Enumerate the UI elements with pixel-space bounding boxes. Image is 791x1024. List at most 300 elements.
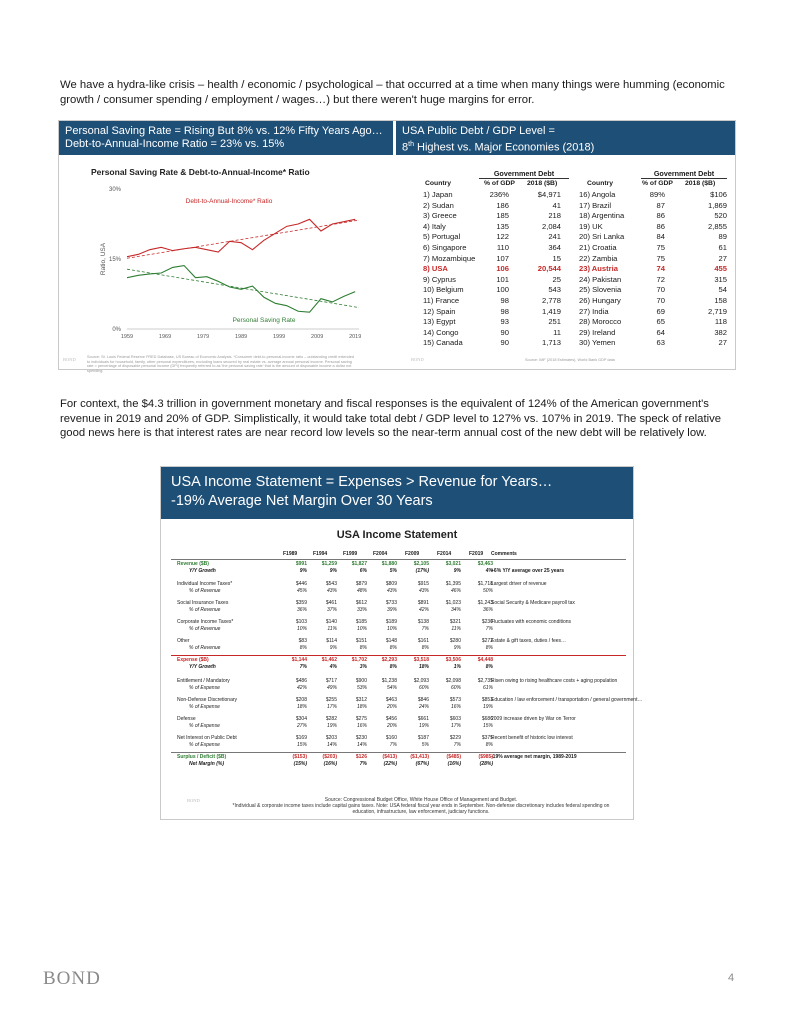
saving-rate-header [59, 121, 393, 155]
debt-usd: 364 [548, 243, 561, 252]
income-cell: 14% [326, 742, 337, 748]
income-row-label: Y/Y Growth [189, 664, 216, 670]
income-cell: $359 [295, 600, 307, 606]
income-row-label: Net Margin (%) [189, 761, 224, 767]
debt-usd: 1,419 [541, 306, 561, 316]
income-cell: $230 [355, 735, 367, 741]
income-statement-source [221, 797, 621, 815]
income-comment: Largest driver of revenue [491, 581, 547, 587]
slide-saving-debt [58, 120, 736, 373]
income-cell: $203 [325, 735, 337, 741]
income-row-label: % of Revenue [189, 626, 221, 632]
income-cell: $189 [385, 619, 397, 625]
debt-table-row [409, 201, 727, 211]
income-cell: ($203) [322, 754, 337, 760]
income-statement-title: USA Income Statement [336, 529, 458, 541]
debt-col-header: Country [587, 180, 614, 187]
debt-col-header: 2018 ($B) [685, 180, 716, 187]
debt-country: 24) Pakistan [579, 274, 622, 284]
debt-pct: 87 [656, 200, 665, 210]
debt-country: 1) Japan [423, 190, 453, 199]
debt-usd: 20,544 [537, 264, 561, 274]
income-cell: (17%) [415, 568, 429, 574]
saving-rate-header-line2: Debt-to-Annual-Income Ratio = 23% vs. 15% [65, 138, 285, 150]
income-cell: $280 [449, 638, 461, 644]
debt-pct: 70 [656, 296, 665, 305]
debt-usd: 520 [714, 211, 727, 221]
income-cell: 54% [386, 685, 397, 691]
income-cell: 18% [296, 704, 307, 710]
debt-country: 18) Argentina [579, 211, 625, 221]
income-cell: 60% [418, 685, 429, 691]
debt-usd: 15 [552, 253, 561, 263]
debt-col-header: % of GDP [642, 180, 673, 187]
income-row [171, 588, 626, 596]
debt-pct: 236% [489, 190, 509, 199]
income-source-text: Source: Congressional Budget Office, White House Office of Management and Budget. [324, 797, 518, 803]
income-cell: $4,448 [477, 657, 493, 663]
income-cell: ($485) [446, 754, 461, 760]
x-tick-label: 1959 [120, 334, 134, 340]
debt-pct: 98 [500, 296, 509, 305]
debt-country: 20) Sri Lanka [579, 232, 625, 242]
debt-country: 6) Singapore [423, 243, 467, 252]
debt-usd: 2,084 [541, 221, 561, 231]
income-cell: 37% [326, 607, 337, 613]
debt-country: 17) Brazil [579, 200, 612, 210]
income-cell: 3% [359, 664, 367, 670]
income-cell: 1% [453, 664, 461, 670]
income-cell: (67%) [415, 761, 429, 767]
y-tick-label: 0% [112, 327, 121, 333]
income-cell: $1,827 [351, 561, 367, 567]
income-cell: 10% [296, 626, 307, 632]
debt-table-row [409, 243, 727, 253]
income-row-label: % of Expense [189, 704, 220, 710]
income-cell: (15%) [293, 761, 307, 767]
income-cell: 7% [389, 742, 397, 748]
income-row [171, 761, 626, 769]
income-cell: 50% [482, 588, 493, 594]
saving-rate-line [127, 266, 355, 313]
bond-mini-logo-left: BOND [63, 357, 76, 362]
surplus-rule [171, 752, 626, 753]
debt-table-row [409, 211, 727, 221]
saving-rate-trend [127, 269, 359, 307]
income-row [171, 626, 626, 634]
debt-table-row [409, 338, 727, 348]
income-row-label: % of Revenue [189, 607, 221, 613]
year-header: F2014 [437, 551, 452, 557]
income-cell: $900 [355, 678, 367, 684]
income-row-label: Corporate Income Taxes* [177, 619, 234, 625]
income-cell: $275 [355, 716, 367, 722]
x-tick-label: 2009 [311, 334, 324, 340]
income-comment: Education / law enforcement / transportation / general government… [491, 697, 643, 703]
saving-rate-header-line1: Personal Saving Rate = Rising But 8% vs. 12% Fifty Years Ago… [65, 125, 383, 137]
income-cell: 10% [386, 626, 397, 632]
debt-pct: 75 [656, 243, 665, 252]
debt-group-label-left: Government Debt [479, 169, 569, 179]
income-cell: $686 [481, 716, 493, 722]
income-cell: $853 [481, 697, 493, 703]
income-row [171, 607, 626, 615]
debt-country: 23) Austria [579, 264, 618, 274]
income-cell: 36% [482, 607, 493, 613]
income-comment: Social Security & Medicare payroll tax [491, 600, 575, 606]
income-cell: 53% [356, 685, 367, 691]
y-tick-label: 15% [108, 257, 121, 263]
income-cell: 7% [485, 626, 493, 632]
income-cell: $456 [385, 716, 397, 722]
income-cell: $114 [326, 638, 337, 644]
income-cell: 42% [418, 607, 429, 613]
income-row-label: Surplus / Deficit ($B) [177, 754, 227, 760]
debt-usd: 89 [718, 232, 727, 242]
income-cell: 46% [450, 588, 461, 594]
income-cell: 18% [418, 664, 429, 670]
income-cell: 17% [326, 704, 337, 710]
income-cell: 42% [296, 685, 307, 691]
page-number: 4 [728, 972, 735, 984]
rank-suffix: th [408, 141, 414, 148]
income-cell: $138 [417, 619, 429, 625]
income-row-label: % of Revenue [189, 588, 221, 594]
income-comment: Recent benefit of historic low interest [491, 735, 573, 741]
debt-country: 14) Congo [423, 327, 459, 337]
income-cell: 43% [326, 588, 337, 594]
income-cell: 9% [453, 645, 461, 651]
income-cell: $733 [385, 600, 397, 606]
slide-income-statement [160, 466, 643, 820]
x-tick-label: 1989 [234, 334, 248, 340]
income-cell: $3,463 [477, 561, 493, 567]
debt-table-row [409, 317, 727, 327]
income-cell: 7% [299, 664, 307, 670]
income-cell: 19% [326, 723, 337, 729]
income-cell: 49% [326, 685, 337, 691]
x-tick-label: 1969 [158, 334, 172, 340]
income-cell: 20% [386, 723, 397, 729]
debt-table-row [409, 232, 727, 242]
income-cell: $229 [449, 735, 461, 741]
income-cell: $375 [481, 735, 493, 741]
debt-table-row [409, 328, 727, 338]
income-cell: 8% [389, 645, 397, 651]
income-cell: $543 [325, 581, 337, 587]
income-cell: 8% [485, 645, 493, 651]
debt-country: 10) Belgium [423, 285, 464, 295]
income-comment: 2009 increase driven by War on Terror [491, 716, 576, 722]
year-header: F1999 [343, 551, 358, 557]
saving-debt-chart [59, 181, 389, 351]
income-row [171, 645, 626, 653]
debt-table-row [409, 190, 727, 200]
debt-pct: 75 [656, 253, 665, 263]
debt-pct: 93 [500, 317, 509, 327]
income-cell: $891 [417, 600, 429, 606]
saving-rate-label: Personal Saving Rate [232, 317, 296, 324]
debt-pct: 74 [656, 264, 665, 274]
income-comment: -19% average net margin, 1989-2019 [491, 754, 577, 760]
debt-table-row [409, 275, 727, 285]
debt-country: 29) Ireland [579, 327, 616, 337]
income-cell: 16% [356, 723, 367, 729]
debt-usd: 315 [714, 274, 727, 284]
income-cell: 36% [296, 607, 307, 613]
income-row [171, 685, 626, 693]
income-cell: 9% [453, 568, 461, 574]
income-cell: (16%) [323, 761, 337, 767]
debt-pct: 65 [656, 317, 665, 327]
debt-pct: 186 [496, 200, 509, 210]
income-cell: 60% [450, 685, 461, 691]
income-cell: $461 [325, 600, 337, 606]
income-cell: 16% [450, 704, 461, 710]
y-axis-label: Ratio, USA [100, 242, 107, 276]
debt-country: 22) Zambia [579, 253, 618, 263]
income-cell: $160 [385, 735, 397, 741]
income-row [171, 664, 626, 672]
income-cell: $809 [385, 581, 397, 587]
income-row-label: Y/Y Growth [189, 568, 216, 574]
intro-paragraph: We have a hydra-like crisis – health / economic / psychological – that occurred at a time when many things were humming (economic growth / consumer spending / employment / wages…) but there weren't huge margins for error. [60, 79, 725, 106]
debt-usd: 543 [548, 285, 561, 295]
debt-country: 9) Cyprus [423, 274, 456, 284]
debt-table-row [409, 285, 727, 295]
debt-pct: 90 [500, 338, 509, 348]
debt-country: 13) Egypt [423, 317, 456, 327]
debt-pct: 106 [496, 264, 509, 274]
debt-pct: 63 [656, 338, 665, 348]
income-cell: $446 [295, 581, 307, 587]
income-cell: $3,506 [445, 657, 461, 663]
income-cell: $255 [325, 697, 337, 703]
debt-pct: 110 [496, 243, 509, 252]
debt-usd: 27 [718, 338, 727, 348]
debt-country: 28) Morocco [579, 317, 622, 327]
income-cell: $1,880 [381, 561, 397, 567]
bond-logo: BOND [43, 968, 101, 989]
income-cell: $282 [325, 716, 337, 722]
income-cell: ($153) [292, 754, 307, 760]
debt-country: 3) Greece [423, 211, 457, 221]
income-cell: 7% [421, 626, 429, 632]
income-row-label: % of Revenue [189, 645, 221, 651]
income-cell: $321 [449, 619, 461, 625]
income-cell: $208 [295, 697, 307, 703]
income-cell: $2,293 [381, 657, 397, 663]
saving-chart-source: Source: St. Louis Federal Reserve FRED Database, US Bureau of Economic Analysis. *Consumer debt-to-personal-income ratio – outstanding credit extended to individuals for household, family, other personal expenditures, excluding loans secured by real estate vs. average annual personal income. Personal saving rate = percentage of disposable personal income (DPI) frequently referred to as 'the personal saving rate' that is the amount of disposable income a dollar not spending. [87, 355, 354, 373]
income-cell: 15% [296, 742, 307, 748]
debt-country: 8) USA [423, 264, 448, 274]
income-cell: 9% [329, 568, 337, 574]
debt-table-row [409, 222, 727, 232]
income-cell: $1,395 [445, 581, 461, 587]
income-cell: $1,259 [321, 561, 337, 567]
income-cell: $1,238 [381, 678, 397, 684]
income-cell: 19% [482, 704, 493, 710]
income-row [171, 704, 626, 712]
income-cell: 34% [450, 607, 461, 613]
debt-usd: $106 [710, 190, 727, 199]
income-cell: ($985) [478, 754, 493, 760]
income-cell: 8% [359, 645, 367, 651]
income-cell: 14% [356, 742, 367, 748]
income-row-label: % of Expense [189, 742, 220, 748]
debt-usd: 25 [552, 274, 561, 284]
debt-country: 27) India [579, 306, 609, 316]
income-row-label: Expense ($B) [177, 657, 209, 663]
income-cell: $140 [325, 619, 337, 625]
public-debt-header [396, 121, 735, 155]
income-cell: 43% [386, 588, 397, 594]
income-cell: $1,023 [445, 600, 461, 606]
public-debt-header-line1: USA Public Debt / GDP Level = [402, 125, 555, 137]
income-cell: 9% [329, 645, 337, 651]
debt-country: 19) UK [579, 221, 603, 231]
rank-number: 8 [402, 141, 409, 154]
debt-usd: 2,719 [707, 306, 727, 316]
income-cell: $169 [295, 735, 307, 741]
debt-pct: 64 [656, 327, 665, 337]
income-cell: $846 [417, 697, 429, 703]
debt-pct: 86 [656, 221, 665, 231]
income-cell: 15% [482, 723, 493, 729]
income-cell: $603 [449, 716, 461, 722]
debt-table-row [409, 296, 727, 306]
income-cell: 5% [389, 568, 397, 574]
year-header: F2009 [405, 551, 420, 557]
debt-country: 30) Yemen [579, 338, 616, 348]
debt-usd: 118 [714, 317, 727, 327]
income-cell: $304 [295, 716, 307, 722]
income-cell: $230 [481, 619, 493, 625]
income-row-label: Defense [177, 716, 196, 722]
debt-table-row [409, 307, 727, 317]
income-cell: $2,105 [413, 561, 429, 567]
debt-country: 15) Canada [423, 338, 463, 348]
debt-usd: 382 [714, 327, 727, 337]
income-statement-header [161, 467, 633, 519]
income-cell: 4% [329, 664, 337, 670]
debt-usd: 251 [548, 317, 561, 327]
income-cell: 7% [359, 761, 367, 767]
debt-usd: 158 [714, 296, 727, 305]
debt-group-label-right: Government Debt [641, 169, 727, 179]
debt-pct: 135 [496, 221, 509, 231]
debt-usd: 54 [718, 285, 727, 295]
income-cell: 24% [418, 704, 429, 710]
income-row-label: Entitlement / Mandatory [177, 678, 230, 684]
income-cell: 11% [327, 626, 337, 632]
income-cell: $161 [417, 638, 429, 644]
income-cell: 6% [359, 568, 367, 574]
debt-usd: 1,869 [707, 200, 727, 210]
debt-usd: 11 [553, 327, 561, 337]
x-tick-label: 1999 [273, 334, 286, 340]
debt-pct: 122 [496, 232, 509, 242]
debt-col-header: Country [425, 180, 452, 187]
income-cell: $185 [355, 619, 367, 625]
chart-title: Personal Saving Rate & Debt-to-Annual-Income* Ratio [91, 167, 310, 177]
expense-rule [171, 655, 626, 656]
income-cell: $1,462 [321, 657, 337, 663]
income-cell: 61% [482, 685, 493, 691]
debt-country: 26) Hungary [579, 296, 621, 305]
debt-usd: 2,855 [707, 221, 727, 231]
debt-pct: 98 [500, 306, 509, 316]
debt-pct: 90 [500, 327, 509, 337]
income-cell: $661 [417, 716, 429, 722]
income-cell: $272 [481, 638, 493, 644]
income-comment: Estate & gift taxes, duties / fees… [491, 638, 567, 644]
income-cell: 5% [421, 742, 429, 748]
income-row [171, 723, 626, 731]
income-cell: $3,518 [413, 657, 429, 663]
income-cell: 9% [299, 568, 307, 574]
income-cell: ($413) [382, 754, 397, 760]
income-cell: 10% [356, 626, 367, 632]
income-cell: 19% [418, 723, 429, 729]
income-cell: $915 [417, 581, 429, 587]
income-cell: 8% [485, 664, 493, 670]
income-row-label: Social Insurance Taxes [177, 600, 229, 606]
income-header-line1: USA Income Statement = Expenses > Revenue for Years… [171, 474, 553, 490]
debt-usd: $4,971 [537, 190, 561, 199]
income-cell: 20% [386, 704, 397, 710]
income-row-label: % of Expense [189, 723, 220, 729]
income-cell: 17% [450, 723, 461, 729]
debt-ratio-label: Debt-to-Annual-Income* Ratio [185, 198, 273, 205]
debt-country: 4) Italy [423, 221, 446, 231]
income-cell: 33% [356, 607, 367, 613]
income-cell: $612 [355, 600, 367, 606]
debt-pct: 101 [496, 274, 509, 284]
income-cell: $1,702 [351, 657, 367, 663]
income-cell: $187 [417, 735, 429, 741]
income-cell: $717 [325, 678, 337, 684]
debt-country: 12) Spain [423, 306, 456, 316]
income-cell: 43% [418, 588, 429, 594]
bond-mini-logo-right: BOND [411, 357, 424, 362]
debt-pct: 100 [496, 285, 509, 295]
income-row [171, 568, 626, 576]
debt-country: 21) Croatia [579, 243, 617, 252]
income-cell: $879 [355, 581, 367, 587]
income-cell: $148 [385, 638, 397, 644]
debt-pct: 89% [649, 190, 665, 199]
income-cell: $312 [355, 697, 367, 703]
income-row-label: Individual Income Taxes* [177, 581, 233, 587]
year-header: F2019 [469, 551, 484, 557]
income-cell: 18% [356, 704, 367, 710]
year-header: F2004 [373, 551, 388, 557]
income-cell: 8% [299, 645, 307, 651]
income-cell: 8% [389, 664, 397, 670]
bond-mini-logo-slide2: BOND [187, 798, 200, 803]
debt-pct: 185 [496, 211, 509, 221]
debt-usd: 218 [548, 211, 561, 221]
debt-ratio-trend [127, 220, 359, 258]
income-cell: 48% [356, 588, 367, 594]
income-cell: 8% [421, 645, 429, 651]
year-header: F1994 [313, 551, 328, 557]
income-note-text: *Individual & corporate income taxes include capital gains taxes. Note: USA federal fiscal year ends in September. Non-defense discretionary includes federal spending on education, infrastructure, law enforcement, judiciary functions. [232, 803, 610, 815]
income-cell: $1,144 [291, 657, 307, 663]
debt-country: 16) Angola [579, 190, 616, 199]
income-cell: 27% [296, 723, 307, 729]
